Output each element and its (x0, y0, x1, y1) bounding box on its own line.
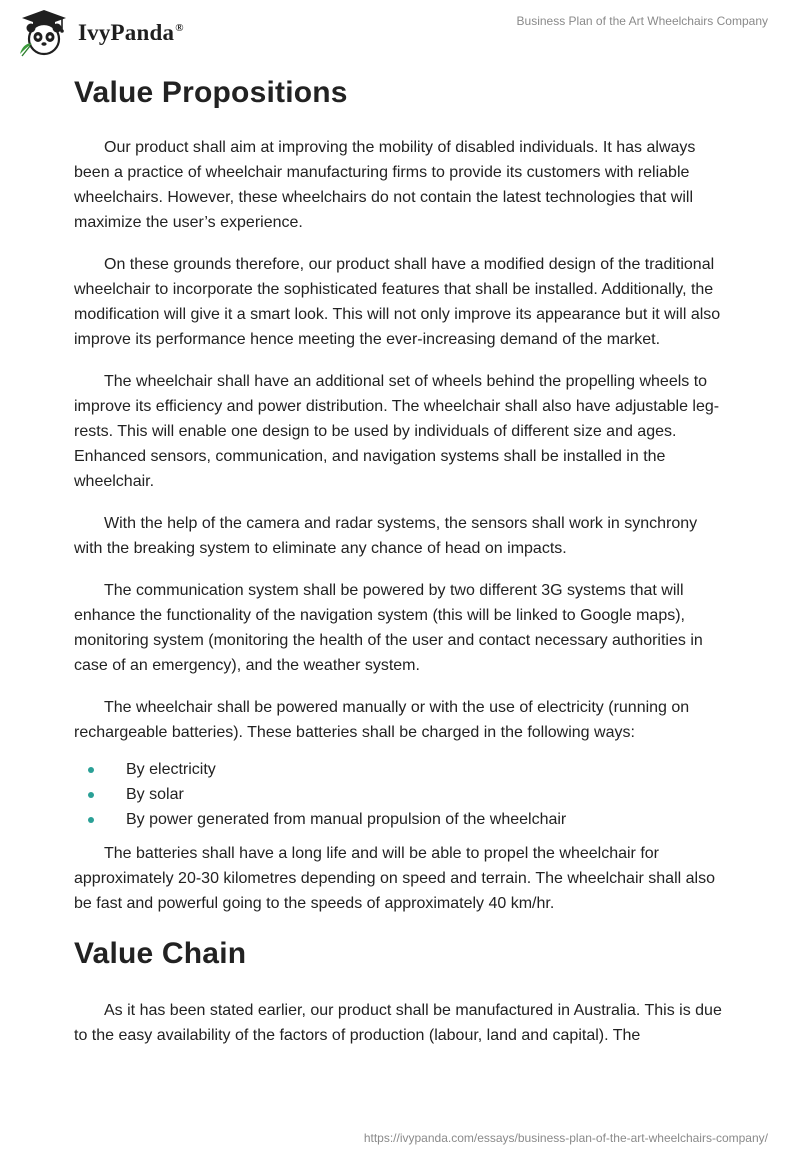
source-url-link[interactable]: https://ivypanda.com/essays/business-plan-of-the-art-wheelchairs-company/ (363, 1131, 768, 1145)
brand-name-text: IvyPanda (78, 20, 175, 45)
charging-methods-list (74, 757, 724, 832)
list-item (74, 757, 724, 782)
paragraph: The wheelchair shall be powered manually or with the use of electricity (running on rechargeable batteries). These batteries shall be charged in the following ways: (74, 699, 690, 741)
list-item-text: By electricity (126, 761, 216, 778)
list-item-text: By solar (126, 786, 184, 803)
bullet-icon (88, 792, 94, 798)
paragraph: The communication system shall be powered by two different 3G systems that will enhance the functionality of the navigation system (this will be linked to Google maps), monitoring system (monitoring the health of the user and contact necessary authorities in case of an emergency), and the weather system. (74, 582, 703, 674)
section-heading-value-propositions: Value Propositions (74, 76, 348, 109)
bullet-icon (88, 817, 94, 823)
page-header (0, 0, 800, 70)
paragraph: The wheelchair shall have an additional set of wheels behind the propelling wheels to improve its efficiency and power distribution. The wheelchair shall also have adjustable leg-rests. This will enable one design to be used by individuals of different size and ages. Enhanced sensors, communication, and navigation systems shall be installed in the wheelchair. (74, 373, 720, 490)
paragraph: As it has been stated earlier, our product shall be manufactured in Australia. This is due to the easy availability of the factors of production (labour, land and capital). The (74, 1002, 722, 1044)
list-item (74, 807, 724, 832)
paragraph: Our product shall aim at improving the mobility of disabled individuals. It has always been a practice of wheelchair manufacturing firms to provide its customers with reliable wheelchairs. However, these wheelchairs do not contain the latest technologies that will maximize the user’s experience. (74, 139, 696, 231)
brand-logo[interactable] (16, 8, 184, 58)
bullet-icon (88, 767, 94, 773)
paragraph: With the help of the camera and radar systems, the sensors shall work in synchrony with the breaking system to eliminate any chance of head on impacts. (74, 515, 698, 557)
running-title: Business Plan of the Art Wheelchairs Company (516, 14, 768, 28)
list-item-text: By power generated from manual propulsion of the wheelchair (126, 811, 567, 828)
panda-logo-icon (16, 8, 72, 58)
paragraph: On these grounds therefore, our product shall have a modified design of the traditional wheelchair to incorporate the sophisticated features that shall be installed. Additionally, the modification will give it a smart look. This will not only improve its appearance but it will also improve its performance hence meeting the ever-increasing demand of the market. (74, 256, 721, 348)
paragraph: The batteries shall have a long life and will be able to propel the wheelchair for approximately 20-30 kilometres depending on speed and terrain. The wheelchair shall also be fast and powerful going to the speeds of approximately 40 km/hr. (74, 845, 715, 912)
list-item (74, 782, 724, 807)
brand-name (78, 20, 184, 46)
registered-mark: ® (175, 22, 184, 35)
section-heading-value-chain: Value Chain (74, 937, 247, 970)
article-body (74, 70, 724, 1065)
